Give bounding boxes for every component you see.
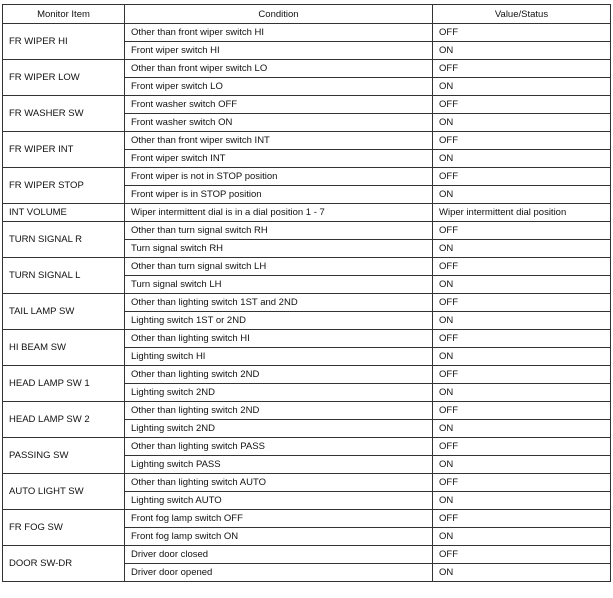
condition-cell: Driver door opened: [125, 564, 433, 582]
table-row: [3, 204, 611, 222]
condition-cell: Front wiper switch LO: [125, 78, 433, 96]
table-row: [3, 546, 611, 564]
table-row: [3, 24, 611, 42]
monitor-item-cell: HI BEAM SW: [3, 330, 125, 366]
value-status-cell: ON: [433, 564, 611, 582]
value-status-cell: ON: [433, 186, 611, 204]
table-row: [3, 258, 611, 276]
monitor-item-cell: FR WIPER STOP: [3, 168, 125, 204]
condition-cell: Lighting switch 2ND: [125, 420, 433, 438]
condition-cell: Other than lighting switch 1ST and 2ND: [125, 294, 433, 312]
value-status-cell: OFF: [433, 510, 611, 528]
condition-cell: Other than front wiper switch LO: [125, 60, 433, 78]
monitor-item-cell: PASSING SW: [3, 438, 125, 474]
table-row: [3, 510, 611, 528]
condition-cell: Lighting switch 1ST or 2ND: [125, 312, 433, 330]
table-row: [3, 438, 611, 456]
value-status-cell: OFF: [433, 546, 611, 564]
table-row: [3, 222, 611, 240]
condition-cell: Other than lighting switch 2ND: [125, 402, 433, 420]
table-row: [3, 132, 611, 150]
monitor-item-cell: FR WIPER HI: [3, 24, 125, 60]
monitor-item-cell: FR WASHER SW: [3, 96, 125, 132]
condition-cell: Turn signal switch LH: [125, 276, 433, 294]
condition-cell: Other than lighting switch 2ND: [125, 366, 433, 384]
condition-cell: Front wiper is not in STOP position: [125, 168, 433, 186]
value-status-cell: OFF: [433, 168, 611, 186]
value-status-cell: ON: [433, 528, 611, 546]
monitor-item-cell: TAIL LAMP SW: [3, 294, 125, 330]
value-status-cell: OFF: [433, 96, 611, 114]
condition-cell: Front washer switch OFF: [125, 96, 433, 114]
value-status-cell: OFF: [433, 294, 611, 312]
value-status-cell: ON: [433, 42, 611, 60]
monitor-item-cell: AUTO LIGHT SW: [3, 474, 125, 510]
condition-cell: Lighting switch 2ND: [125, 384, 433, 402]
condition-cell: Front wiper is in STOP position: [125, 186, 433, 204]
monitor-item-cell: TURN SIGNAL R: [3, 222, 125, 258]
value-status-cell: ON: [433, 348, 611, 366]
condition-cell: Other than lighting switch HI: [125, 330, 433, 348]
table-row: [3, 366, 611, 384]
value-status-cell: OFF: [433, 24, 611, 42]
value-status-cell: OFF: [433, 60, 611, 78]
value-status-cell: OFF: [433, 474, 611, 492]
value-status-cell: ON: [433, 114, 611, 132]
table-row: [3, 330, 611, 348]
header-value-status: Value/Status: [433, 5, 611, 24]
monitor-item-cell: TURN SIGNAL L: [3, 258, 125, 294]
table-body: [3, 24, 611, 582]
value-status-cell: OFF: [433, 222, 611, 240]
condition-cell: Front washer switch ON: [125, 114, 433, 132]
table-row: [3, 96, 611, 114]
value-status-cell: OFF: [433, 402, 611, 420]
monitor-item-cell: INT VOLUME: [3, 204, 125, 222]
monitor-item-cell: HEAD LAMP SW 2: [3, 402, 125, 438]
value-status-cell: OFF: [433, 366, 611, 384]
value-status-cell: ON: [433, 492, 611, 510]
value-status-cell: ON: [433, 384, 611, 402]
value-status-cell: ON: [433, 78, 611, 96]
table-row: [3, 294, 611, 312]
table-row: [3, 474, 611, 492]
value-status-cell: ON: [433, 150, 611, 168]
table-row: [3, 402, 611, 420]
condition-cell: Other than lighting switch AUTO: [125, 474, 433, 492]
value-status-cell: ON: [433, 312, 611, 330]
condition-cell: Lighting switch AUTO: [125, 492, 433, 510]
condition-cell: Wiper intermittent dial is in a dial position 1 - 7: [125, 204, 433, 222]
value-status-cell: OFF: [433, 258, 611, 276]
condition-cell: Lighting switch HI: [125, 348, 433, 366]
table-row: [3, 168, 611, 186]
condition-cell: Front wiper switch INT: [125, 150, 433, 168]
value-status-cell: OFF: [433, 132, 611, 150]
value-status-cell: ON: [433, 456, 611, 474]
value-status-cell: ON: [433, 276, 611, 294]
monitor-item-cell: FR WIPER LOW: [3, 60, 125, 96]
condition-cell: Other than front wiper switch HI: [125, 24, 433, 42]
condition-cell: Front fog lamp switch ON: [125, 528, 433, 546]
condition-cell: Driver door closed: [125, 546, 433, 564]
value-status-cell: ON: [433, 420, 611, 438]
monitor-item-cell: HEAD LAMP SW 1: [3, 366, 125, 402]
table-row: [3, 60, 611, 78]
value-status-cell: OFF: [433, 438, 611, 456]
monitor-item-cell: DOOR SW-DR: [3, 546, 125, 582]
header-condition: Condition: [125, 5, 433, 24]
header-row: [3, 5, 611, 24]
value-status-cell: Wiper intermittent dial position: [433, 204, 611, 222]
value-status-cell: ON: [433, 240, 611, 258]
condition-cell: Other than turn signal switch LH: [125, 258, 433, 276]
monitor-item-cell: FR WIPER INT: [3, 132, 125, 168]
condition-cell: Front fog lamp switch OFF: [125, 510, 433, 528]
monitor-item-cell: FR FOG SW: [3, 510, 125, 546]
condition-cell: Lighting switch PASS: [125, 456, 433, 474]
monitor-table: [2, 4, 611, 582]
header-monitor-item: Monitor Item: [3, 5, 125, 24]
condition-cell: Front wiper switch HI: [125, 42, 433, 60]
value-status-cell: OFF: [433, 330, 611, 348]
condition-cell: Other than lighting switch PASS: [125, 438, 433, 456]
condition-cell: Turn signal switch RH: [125, 240, 433, 258]
condition-cell: Other than turn signal switch RH: [125, 222, 433, 240]
condition-cell: Other than front wiper switch INT: [125, 132, 433, 150]
